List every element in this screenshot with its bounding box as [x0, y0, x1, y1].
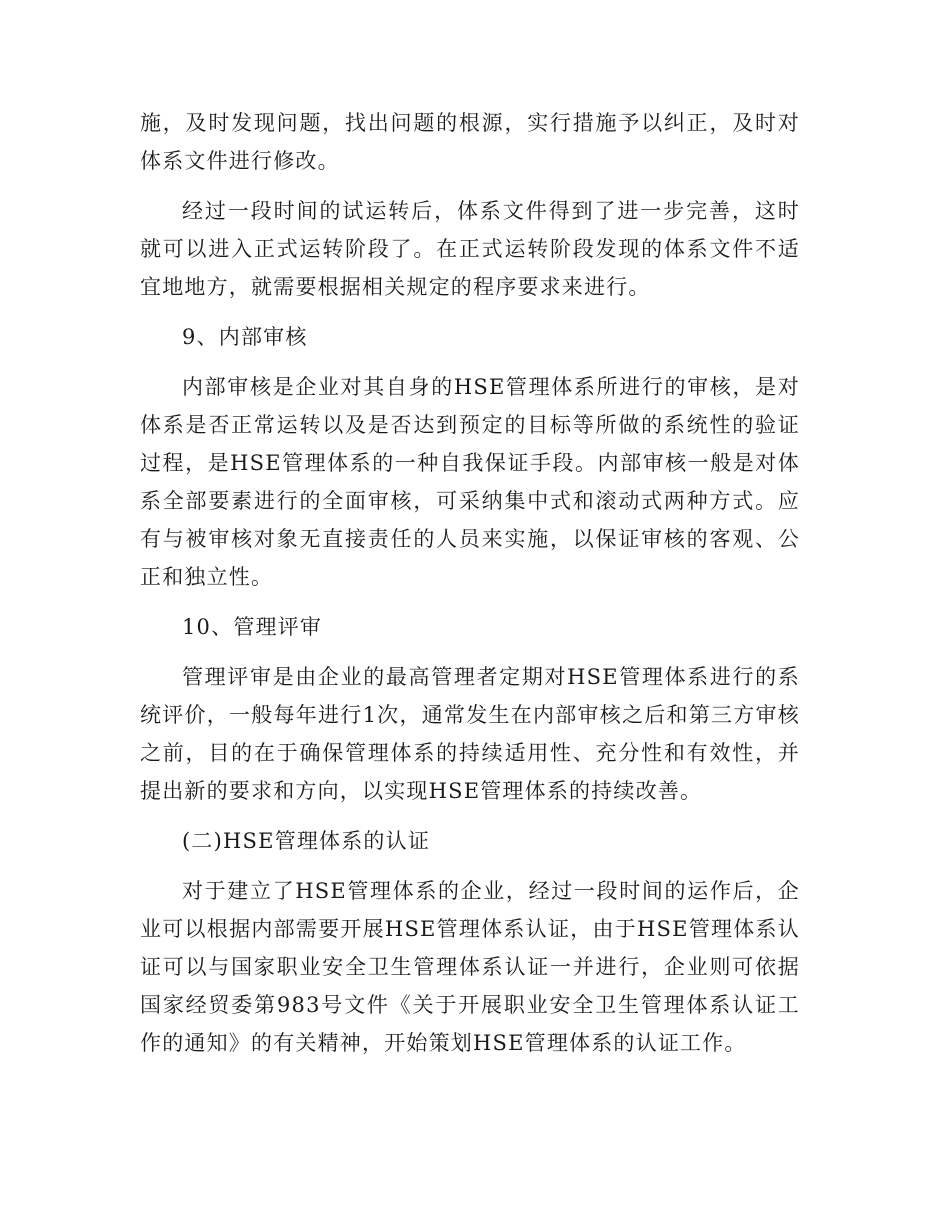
paragraph-continuation: 施，及时发现问题，找出问题的根源，实行措施予以纠正，及时对体系文件进行修改。: [140, 111, 800, 173]
section-heading-certification: (二)HSE管理体系的认证: [182, 829, 431, 853]
paragraph-trial-run: 经过一段时间的试运转后，体系文件得到了进一步完善，这时就可以进入正式运转阶段了。在正式运转阶段发现的体系文件不适宜地地方，就需要根据相关规定的程序要求来进行。: [140, 199, 800, 299]
section-heading-internal-audit: 9、内部审核: [182, 325, 308, 349]
paragraph-internal-audit: 内部审核是企业对其自身的HSE管理体系所进行的审核，是对体系是否正常运转以及是否达到预定的目标等所做的系统性的验证过程，是HSE管理体系的一种自我保证手段。内部审核一般是对体系全部要素进行的全面审核，可采纳集中式和滚动式两种方式。应有与被审核对象无直接责任的人员来实施，以保证审核的客观、公正和独立性。: [140, 375, 800, 589]
paragraph-management-review: 管理评审是由企业的最高管理者定期对HSE管理体系进行的系统评价，一般每年进行1次，通常发生在内部审核之后和第三方审核之前，目的在于确保管理体系的持续适用性、充分性和有效性，并提出新的要求和方向，以实现HSE管理体系的持续改善。: [140, 665, 800, 803]
section-heading-management-review: 10、管理评审: [182, 615, 323, 639]
paragraph-certification: 对于建立了HSE管理体系的企业，经过一段时间的运作后，企业可以根据内部需要开展HSE管理体系认证，由于HSE管理体系认证可以与国家职业安全卫生管理体系认证一并进行，企业则可依据国家经贸委第983号文件《关于开展职业安全卫生管理体系认证工作的通知》的有关精神，开始策划HSE管理体系的认证工作。: [140, 879, 800, 1055]
document-body: [140, 104, 800, 1074]
